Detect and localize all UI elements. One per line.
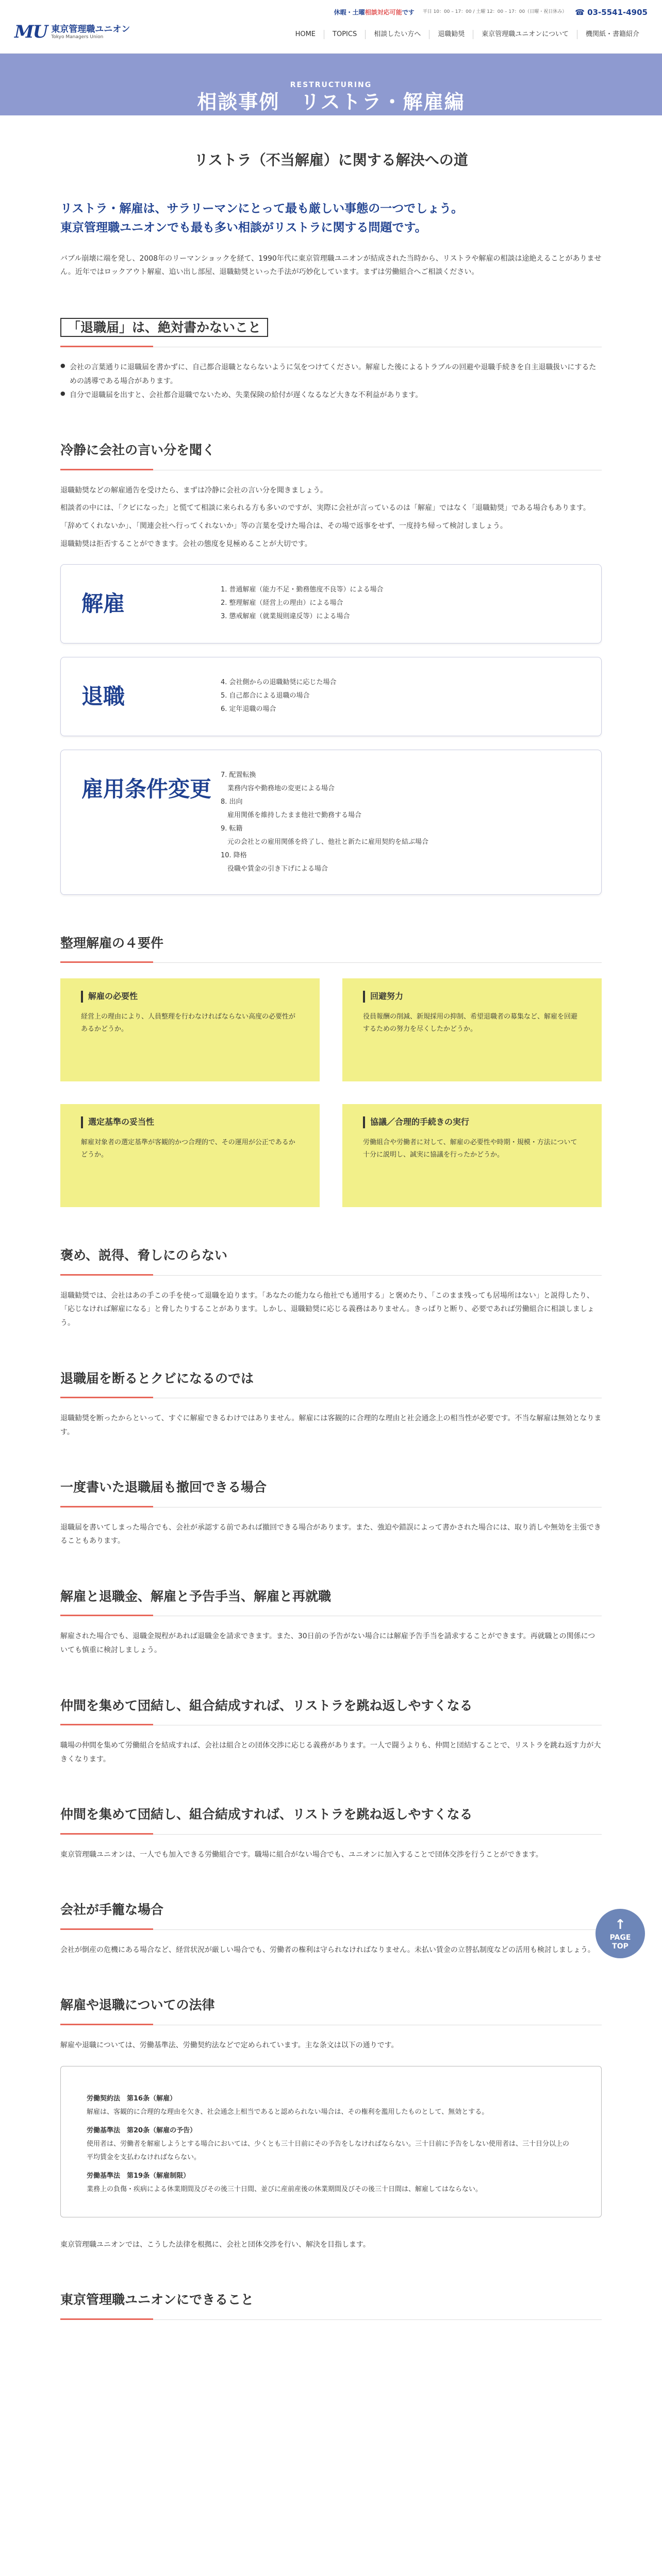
nav-topics[interactable]: TOPICS bbox=[324, 30, 365, 39]
paragraph: 退職勧奨などの解雇通告を受けたら、まずは冷静に会社の言い分を聞きましょう。 bbox=[60, 486, 327, 495]
consult-note bbox=[334, 7, 415, 19]
hero-title: 相談事例 リストラ・解雇編 bbox=[197, 91, 465, 114]
requirement-card bbox=[342, 1104, 602, 1207]
paragraph: 退職勧奨は拒否することができます。会社の態度を見極めることが大切です。 bbox=[60, 539, 312, 548]
hero-subtitle: RESTRUCTURING bbox=[290, 81, 372, 89]
section-title-what-we-can-do: 東京管理職ユニオンにできること bbox=[60, 2287, 602, 2320]
global-nav bbox=[287, 30, 648, 39]
section-title: 仲間を集めて団結し、組合結成すれば、リストラを跳ね返しやすくなる bbox=[60, 1802, 602, 1835]
section-title: 退職届を断るとクビになるのでは bbox=[60, 1366, 602, 1399]
nav-home[interactable]: HOME bbox=[295, 30, 316, 38]
law-text: 使用者は、労働者を解雇しようとする場合においては、少くとも三十日前にその予告をしなければならない。三十日前に予告をしない使用者は、三十日分以上の平均賃金を支払わなければならない。 bbox=[87, 2140, 570, 2161]
paragraph: 相談者の中には、「クビになった」と慌てて相談に来られる方も多いのですが、実際に会社が言っているのは「解雇」ではなく「退職勧奨」である場合もあります。 bbox=[60, 504, 590, 513]
section-title: 解雇と退職金、解雇と予告手当、解雇と再就職 bbox=[60, 1584, 602, 1617]
requirement-card bbox=[60, 1104, 320, 1207]
section-title: 一度書いた退職届も撤回できる場合 bbox=[60, 1475, 602, 1507]
nav-retirement[interactable]: 退職勧奨 bbox=[429, 30, 473, 39]
requirement-text: 労働組合や労働者に対して、解雇の必要性や時期・規模・方法について十分に説明し、誠実に協議を行ったかどうか。 bbox=[363, 1138, 577, 1159]
consult-note-suffix: です bbox=[402, 8, 415, 16]
site-header bbox=[0, 0, 662, 54]
type-item: 10. 降格 bbox=[221, 851, 247, 859]
law-heading: 労働契約法 第16条（解雇） bbox=[87, 2094, 177, 2103]
page-hero bbox=[0, 54, 662, 115]
phone-number[interactable]: ☎ 03-5541-4905 bbox=[575, 8, 648, 17]
list-item: ● 会社の言葉通りに退職届を書かずに、自己都合退職とならないように気をつけてください。解雇した後によるトラブルの回避や退職手続きを自主退職扱いにするための誘導である場合があります。 bbox=[60, 361, 602, 388]
business-hours: 平日 10：00 – 17：00 / 土曜 12：00 – 17：00（日曜・祝日休み） bbox=[422, 9, 567, 15]
type-card-condition-change bbox=[60, 750, 602, 895]
type-item: 7. 配置転換 bbox=[221, 771, 256, 779]
type-name: 雇用条件変更 bbox=[81, 776, 212, 802]
section-text: 退職勧奨を断ったからといって、すぐに解雇できるわけではありません。解雇には客観的に合理的な理由と社会通念上の相当性が必要です。不当な解雇は無効となります。 bbox=[60, 1414, 602, 1436]
section-text: 解雇された場合でも、退職金規程があれば退職金を請求できます。また、30日前の予告がない場合には解雇予告手当を請求することができます。再就職との関係についても慎重に検討しましょう。 bbox=[60, 1632, 595, 1654]
requirement-title: 回避努力 bbox=[363, 991, 581, 1002]
section-title-requirements: 整理解雇の４要件 bbox=[60, 931, 602, 963]
section-title: 仲間を集めて団結し、組合結成すれば、リストラを跳ね返しやすくなる bbox=[60, 1693, 602, 1726]
section-text: 退職届を書いてしまった場合でも、会社が承認する前であれば撤回できる場合があります。また、強迫や錯誤によって書かされた場合には、取り消しや無効を主張できることもあります。 bbox=[60, 1523, 601, 1546]
section-text: 職場の仲間を集めて労働組合を結成すれば、会社は組合との団体交渉に応じる義務があります。一人で闘うよりも、仲間と団結することで、リストラを跳ね返す力が大きくなります。 bbox=[60, 1741, 601, 1764]
law-heading: 労働基準法 第20条（解雇の予告） bbox=[87, 2126, 197, 2134]
logo-name-ja: 東京管理職ユニオン bbox=[51, 24, 130, 35]
type-item: 4. 会社側からの退職勧奨に応じた場合 bbox=[221, 678, 337, 686]
nav-consult[interactable]: 相談したい方へ bbox=[365, 30, 429, 39]
requirement-title: 解雇の必要性 bbox=[81, 991, 299, 1002]
logo-mark: MU bbox=[14, 22, 47, 42]
section-title: 会社が手籠な場合 bbox=[60, 1897, 602, 1930]
consult-note-prefix: 休暇・土曜 bbox=[334, 8, 365, 16]
page-top-label: PAGE TOP bbox=[609, 1934, 631, 1951]
type-card-dismissal bbox=[60, 564, 602, 643]
type-item: 2. 整理解雇（経営上の理由）による場合 bbox=[221, 599, 343, 607]
type-item: 業務内容や勤務地の変更による場合 bbox=[221, 784, 335, 792]
paragraph: 「辞めてくれないか」、「関連会社へ行ってくれないか」等の言葉を受けた場合は、その場で返事をせず、一度持ち帰って検討しましょう。 bbox=[60, 521, 507, 530]
section-title: 褒め、説得、脅しにのらない bbox=[60, 1243, 602, 1276]
type-item: 役職や賃金の引き下げによる場合 bbox=[221, 865, 328, 873]
type-item: 雇用関係を維持したまま他社で勤務する場合 bbox=[221, 811, 362, 819]
logo-text bbox=[51, 24, 130, 40]
section-title: 解雇や退職についての法律 bbox=[60, 1993, 602, 2025]
section-text: 会社が倒産の危機にある場合など、経営状況が厳しい場合でも、労働者の権利は守られなければなりません。未払い賃金の立替払制度などの活用も検討しましょう。 bbox=[60, 1945, 595, 1954]
type-items bbox=[221, 676, 581, 717]
law-text: 解雇は、客観的に合理的な理由を欠き、社会通念上相当であると認められない場合は、その権利を濫用したものとして、無効とする。 bbox=[87, 2108, 489, 2116]
law-box bbox=[60, 2066, 602, 2217]
type-item: 1. 普通解雇（能力不足・勤務態度不良等）による場合 bbox=[221, 586, 384, 594]
type-item: 元の会社との雇用関係を終了し、他社と新たに雇用契約を結ぶ場合 bbox=[221, 838, 429, 846]
law-heading: 労働基準法 第19条（解雇制限） bbox=[87, 2172, 190, 2180]
nav-about[interactable]: 東京管理職ユニオンについて bbox=[473, 30, 577, 39]
logo-name-en: Tokyo Managers Union bbox=[51, 35, 104, 40]
consult-note-highlight: 相談対応可能 bbox=[365, 8, 402, 16]
requirement-text: 経営上の理由により、人員整理を行わなければならない高度の必要性があるかどうか。 bbox=[81, 1012, 296, 1033]
phone-text: 03-5541-4905 bbox=[587, 8, 648, 17]
section-title-no-resignation bbox=[60, 315, 602, 348]
type-card-retirement bbox=[60, 657, 602, 736]
requirement-title: 選定基準の妥当性 bbox=[81, 1116, 299, 1128]
requirement-text: 解雇対象者の選定基準が客観的かつ合理的で、その運用が公正であるかどうか。 bbox=[81, 1138, 295, 1159]
requirement-text: 役員報酬の削減、新規採用の抑制、希望退職者の募集など、解雇を回避するための努力を尽くしたかどうか。 bbox=[363, 1012, 578, 1033]
type-item: 8. 出向 bbox=[221, 798, 243, 806]
requirements-grid bbox=[60, 978, 602, 1207]
law-after-text: 東京管理職ユニオンでは、こうした法律を根拠に、会社と団体交渉を行い、解決を目指します。 bbox=[60, 2240, 370, 2249]
lead-title: リストラ（不当解雇）に関する解決への道 bbox=[194, 151, 468, 168]
type-item: 9. 転籍 bbox=[221, 824, 243, 833]
type-item: 3. 懲戒解雇（就業規則違反等）による場合 bbox=[221, 613, 350, 621]
site-logo[interactable] bbox=[14, 15, 130, 49]
law-text: 業務上の負傷・疾病による休業期間及びその後三十日間、並びに産前産後の休業期間及びその後三十日間は、解雇してはならない。 bbox=[87, 2185, 483, 2193]
type-item: 5. 自己都合による退職の場合 bbox=[221, 691, 310, 700]
section-title-text: 「退職届」は、絶対書かないこと bbox=[60, 318, 268, 337]
type-items bbox=[221, 583, 581, 624]
section-text: 退職勧奨では、会社はあの手この手を使って退職を迫ります。「あなたの能力なら他社でも通用する」と褒めたり、「このまま残っても居場所はない」と説得したり、「応じなければ解雇になる」と脅したりすることがあります。しかし、退職勧奨に応じる義務はありません。きっぱりと断り、必要であれば労働組合に相談しましょう。 bbox=[60, 1291, 594, 1327]
header-contact bbox=[334, 5, 648, 20]
list-item: ● 自分で退職届を出すと、会社都合退職でないため、失業保険の給付が遅くなるなど大きな不利益があります。 bbox=[60, 388, 602, 402]
type-name: 退職 bbox=[81, 683, 125, 709]
section-text: 東京管理職ユニオンは、一人でも加入できる労働組合です。職場に組合がない場合でも、ユニオンに加入することで団体交渉を行うことができます。 bbox=[60, 1850, 543, 1859]
main-content bbox=[60, 115, 602, 2320]
intro-text: バブル崩壊に端を発し、2008年のリーマンショックを経て、1990年代に東京管理職ユニオンが結成された当時から、リストラや解雇の相談は途絶えることがありません。近年ではロックアウト解雇、追い出し部屋、退職勧奨といった手法が巧妙化しています。まずは労働組合へご相談ください。 bbox=[60, 254, 602, 277]
no-resignation-list bbox=[60, 361, 602, 402]
page-top-button[interactable] bbox=[595, 1909, 645, 1958]
nav-books[interactable]: 機関紙・書籍紹介 bbox=[577, 30, 648, 39]
requirement-card bbox=[342, 978, 602, 1081]
arrow-up-icon: ↑ bbox=[615, 1917, 626, 1933]
type-item: 6. 定年退職の場合 bbox=[221, 705, 276, 713]
type-name: 解雇 bbox=[81, 591, 125, 617]
type-items bbox=[221, 769, 581, 876]
section-title-listen: 冷静に会社の言い分を聞く bbox=[60, 438, 602, 470]
requirement-card bbox=[60, 978, 320, 1081]
section-text: 解雇や退職については、労働基準法、労働契約法などで定められています。主な条文は以下の通りです。 bbox=[60, 2041, 399, 2049]
requirement-title: 協議／合理的手続きの実行 bbox=[363, 1116, 581, 1128]
blue-lead: リストラ・解雇は、サラリーマンにとって最も厳しい事態の一つでしょう。 東京管理職ユニオンでも最も多い相談がリストラに関する問題です。 bbox=[60, 202, 464, 234]
